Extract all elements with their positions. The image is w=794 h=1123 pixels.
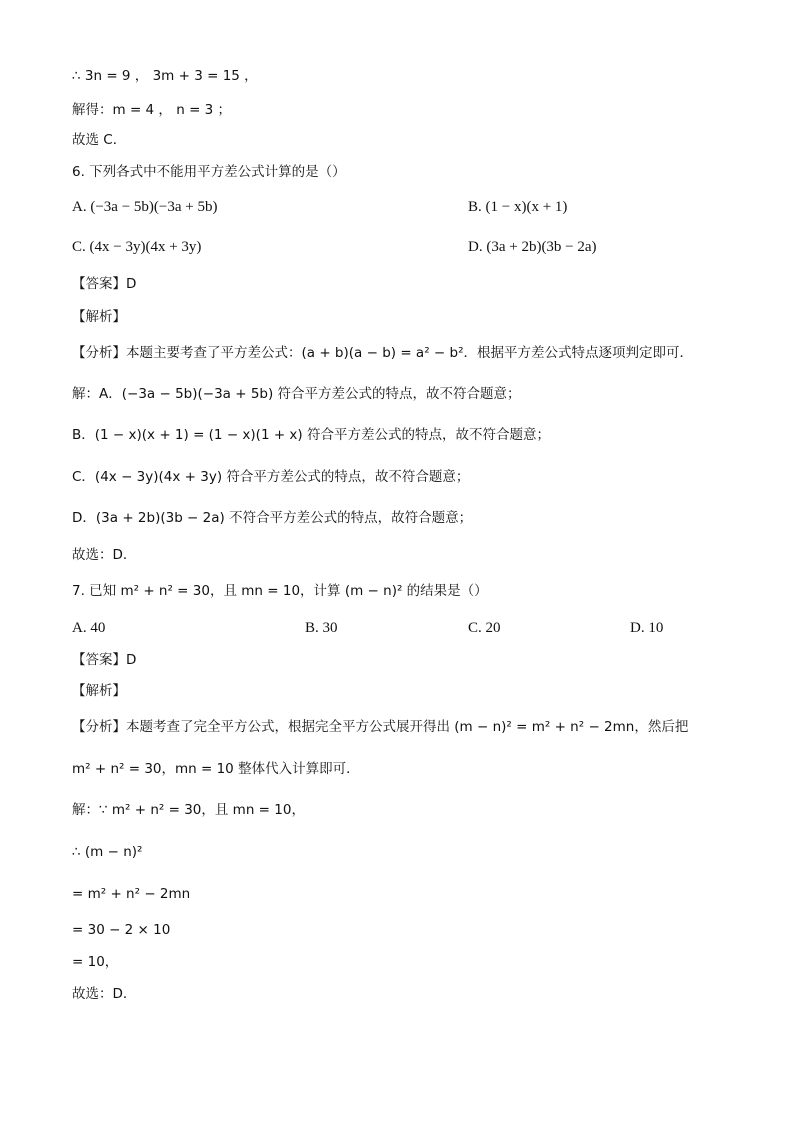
analysis-heading: 【解析】 — [72, 683, 126, 699]
solution-option-b: B．(1 − x)(x + 1) = (1 − x)(1 + x) 符合平方差公式的特点，故不符合题意； — [72, 427, 550, 443]
answer-label: 【答案】D — [72, 276, 137, 292]
option-b: B. (1 − x)(x + 1) — [468, 199, 568, 215]
solution-line-1: ∴ 3n = 9 ， 3m + 3 = 15 ， — [72, 68, 258, 84]
question-6-stem: 6. 下列各式中不能用平方差公式计算的是（） — [72, 164, 346, 180]
question-6-options-row-2 — [72, 238, 597, 256]
solution-option-d: D．(3a + 2b)(3b − 2a) 不符合平方差公式的特点，故符合题意； — [72, 510, 473, 526]
analysis-text-1: 【分析】本题考查了完全平方公式，根据完全平方公式展开得出 (m − n)² = m² + n² − 2mn，然后把 — [72, 719, 689, 735]
solution-step-4: = 10， — [72, 954, 119, 970]
option-a: A. 40 — [72, 620, 106, 636]
solution-option-a: 解：A．(−3a − 5b)(−3a + 5b) 符合平方差公式的特点，故不符合题意； — [72, 386, 521, 402]
option-a: A. (−3a − 5b)(−3a + 5b) — [72, 199, 218, 215]
solution-step-2: = m² + n² − 2mn — [72, 886, 191, 902]
option-b: B. 30 — [305, 620, 338, 636]
solution-given: 解：∵ m² + n² = 30，且 mn = 10， — [72, 802, 305, 818]
solution-step-1: ∴ (m − n)² — [72, 844, 143, 860]
solution-line-2: 解得：m = 4 ， n = 3 ； — [72, 102, 232, 118]
question-7-options — [72, 619, 664, 637]
solution-line-3: 故选 C． — [72, 132, 127, 148]
option-c: C. (4x − 3y)(4x + 3y) — [72, 239, 202, 255]
analysis-text-2: m² + n² = 30，mn = 10 整体代入计算即可． — [72, 761, 360, 777]
analysis-heading: 【解析】 — [72, 309, 126, 325]
question-7-stem: 7. 已知 m² + n² = 30，且 mn = 10，计算 (m − n)² 的结果是（） — [72, 583, 488, 599]
option-c: C. 20 — [468, 620, 501, 636]
answer-label: 【答案】D — [72, 652, 137, 668]
final-choice: 故选：D． — [72, 986, 137, 1002]
solution-step-3: = 30 − 2 × 10 — [72, 922, 171, 938]
option-d: D. 10 — [630, 620, 664, 636]
analysis-text: 【分析】本题主要考查了平方差公式：(a + b)(a − b) = a² − b²．根据平方差公式特点逐项判定即可． — [72, 345, 693, 361]
solution-option-c: C．(4x − 3y)(4x + 3y) 符合平方差公式的特点，故不符合题意； — [72, 469, 470, 485]
question-6-options-row-1 — [72, 198, 568, 216]
option-d: D. (3a + 2b)(3b − 2a) — [468, 239, 597, 255]
final-choice: 故选：D． — [72, 547, 137, 563]
